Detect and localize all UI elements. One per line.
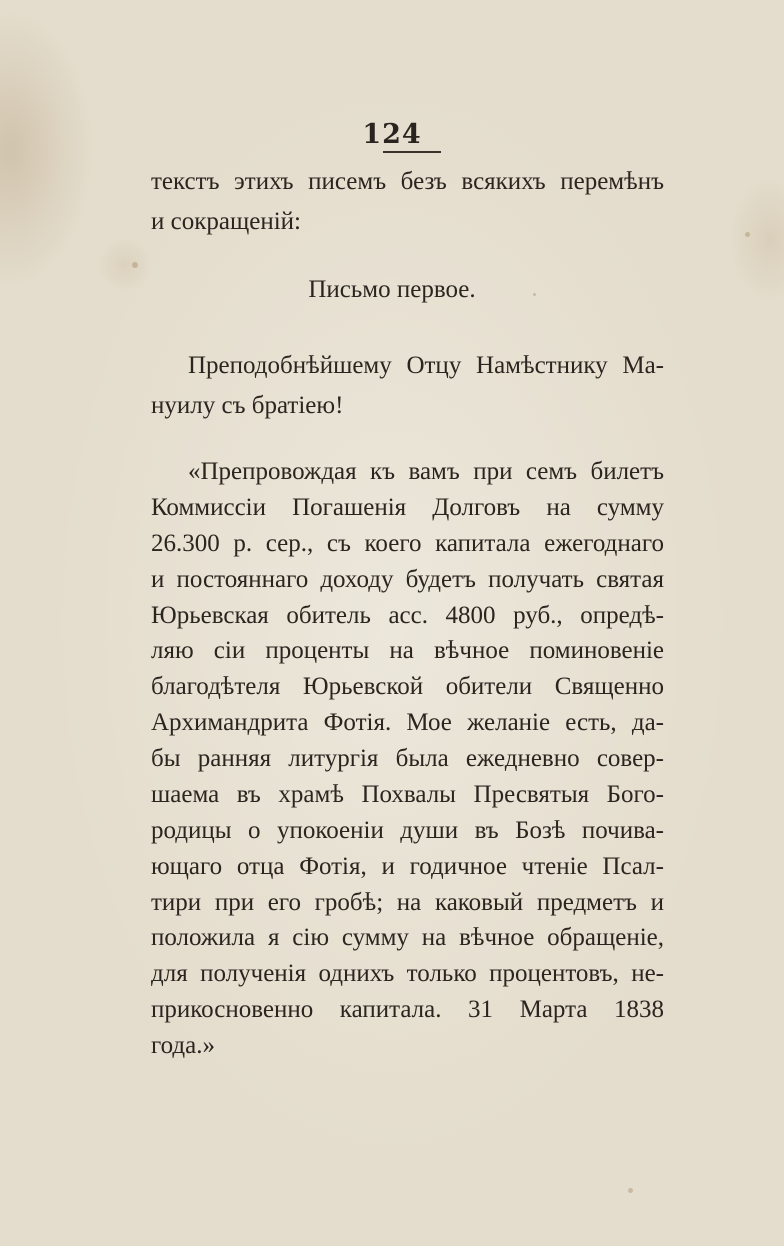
body-line-13: тири при его гробѣ; на каковый предметъ и bbox=[151, 889, 664, 916]
body-line-15: для полученія однихъ только процентовъ, не- bbox=[151, 960, 664, 987]
letter-heading: Письмо первое. bbox=[308, 276, 476, 303]
intro-line-2: и сокращеній: bbox=[151, 208, 301, 235]
foxing-spot bbox=[132, 262, 138, 268]
body-line-1: «Препровождая къ вамъ при семъ билетъ bbox=[188, 458, 664, 485]
body-line-4: и постояннаго доходу будетъ получать святая bbox=[151, 566, 664, 593]
body-line-7: благодѣтеля Юрьевской обители Священно bbox=[151, 673, 664, 700]
body-line-12: ющаго отца Фотія, и годичное чтеніе Псал- bbox=[151, 853, 664, 880]
body-line-10: шаема въ храмѣ Похвалы Пресвятыя Бого- bbox=[151, 781, 664, 808]
foxing-spot bbox=[628, 1188, 633, 1193]
page-number-underline bbox=[383, 151, 441, 153]
body-line-8: Архимандрита Фотія. Мое желаніе есть, да- bbox=[151, 709, 664, 736]
body-line-17: года.» bbox=[151, 1032, 215, 1059]
body-line-3: 26.300 р. сер., съ коего капитала ежегоднаго bbox=[151, 530, 664, 557]
body-line-9: бы ранняя литургія была ежедневно совер- bbox=[151, 745, 664, 772]
page-number: 124 bbox=[362, 119, 422, 150]
body-line-11: родицы о упокоеніи души въ Бозѣ почива- bbox=[151, 817, 664, 844]
foxing-spot bbox=[745, 232, 750, 237]
body-line-16: прикосновенно капитала. 31 Марта 1838 bbox=[151, 996, 664, 1023]
body-line-14: положила я сію сумму на вѣчное обращеніе, bbox=[151, 924, 664, 951]
body-line-2: Коммиссіи Погашенія Долговъ на сумму bbox=[151, 494, 664, 521]
salutation-line-1: Преподобнѣйшему Отцу Намѣстнику Ма- bbox=[188, 352, 664, 379]
body-line-6: ляю сіи проценты на вѣчное поминовеніе bbox=[151, 637, 664, 664]
body-line-5: Юрьевская обитель асс. 4800 руб., опредѣ- bbox=[151, 602, 664, 629]
intro-line-1: текстъ этихъ писемъ безъ всякихъ перемѣнъ bbox=[151, 168, 664, 195]
salutation-line-2: нуилу съ братіею! bbox=[151, 392, 344, 419]
